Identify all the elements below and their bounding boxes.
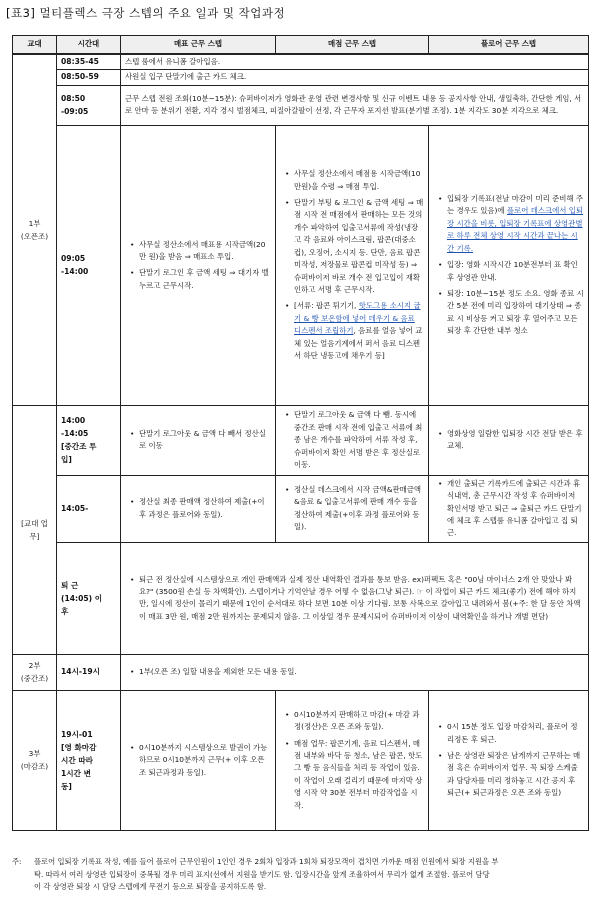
span-cell: • 1부(오픈 조) 일할 내용을 제외한 모든 내용 동일. xyxy=(121,654,589,690)
shift-cell-3: 3부 (마감조) xyxy=(13,690,57,830)
list-item: • 입장: 영화 시작시간 10분전부터 표 확인 후 상영관 안내. xyxy=(447,259,584,284)
floor-cell xyxy=(429,405,589,475)
time-cell: 19시-01 [영 화마감 시간 따라 1시간 변 동] xyxy=(57,690,121,830)
shift-cell-2: 2부 (중간조) xyxy=(13,654,57,690)
table-row xyxy=(13,405,589,475)
header-time: 시간대 xyxy=(57,36,121,55)
bullet-list xyxy=(284,484,424,534)
table-row xyxy=(13,70,589,85)
time-cell: 09:05 -14:00 xyxy=(57,125,121,405)
table-row xyxy=(13,654,589,690)
list-item: • 영화상영 일람한 입퇴장 시간 전달 받은 후 교체. xyxy=(447,428,584,453)
bullet-list xyxy=(284,409,424,471)
list-item: • 남은 상영관 퇴장은 남게까지 근무하는 매점 혹은 슈퍼바이저 업무. 꼭 퇴장 스케줄과 담당자를 미리 정하놓고 시간 공지 후 퇴근(+ 퇴근과정은 오픈 조와 동일) xyxy=(447,750,584,800)
list-item: • 단말기 로그인 후 금액 세팅 ⇒ 대기자 벨 누르고 근무시작. xyxy=(139,267,271,292)
table-title: [표3] 멀티플렉스 극장 스텝의 주요 일과 및 작업과정 xyxy=(6,6,286,20)
time-cell: 14시-19시 xyxy=(57,654,121,690)
list-item: • 사무실 정산소에서 매표용 시작금액(20만 원)을 받음 ⇒ 매표소 투입. xyxy=(139,239,271,264)
bullet-list xyxy=(129,428,271,453)
span-cell: 근무 스텝 전원 조회(10분~15분): 슈퍼바이저가 영화관 운영 관련 변경사항 및 신규 이벤트 내용 등 공지사항 안내, 생일축하, 간단한 게임, 서로 안마 등 분위기 전환, 지각 경시 벌점체크, 피질아갈팔이 선정, 각 근무자 포지션 발표(분기별 조정). 1분 지각도 30분 지각으로 체크. xyxy=(121,85,589,125)
list-item: • 단말기 로그아웃 & 금액 다 빼서 정산실로 이동 xyxy=(139,428,271,453)
header-shift: 교대 xyxy=(13,36,57,55)
bullet-list xyxy=(437,478,584,540)
time-cell: 14:00 -14:05 [중간조 투 입] xyxy=(57,405,121,475)
floor-cell xyxy=(429,475,589,542)
list-item: • 입퇴장 기록표(전날 마감이 미리 준비해 주는 경우도 있음)에 플로어 데스크에서 입퇴장 시간을 비롯, 입퇴장 기록표에 상영관별로 하루 전체 상영 시작 시간과 끝나는 시간 기록. xyxy=(447,193,584,255)
table-row xyxy=(13,54,589,70)
header-concession: 매점 근무 스텝 xyxy=(276,36,429,55)
table-row xyxy=(13,125,589,405)
ticket-cell xyxy=(121,690,276,830)
bullet-list xyxy=(129,239,271,293)
floor-cell xyxy=(429,125,589,405)
table-row xyxy=(13,85,589,125)
ticket-cell xyxy=(121,405,276,475)
list-item: • 정산실 최종 판매액 정산하여 제출(+이후 과정은 플로어와 동일). xyxy=(139,496,271,521)
list-item: • 매점 업무: 팝콘기계, 음료 디스펜서, 매점 내부와 바닥 등 청소, 남은 팝콘, 핫도그 빵 등 음식들을 처리 등 작업이 있음. 이 작업이 오래 걸리기 때문에 마지막 상영 시작 약 30분 전부터 마감작업을 시작. xyxy=(294,738,424,812)
shift-cell-1: 1부 (오픈조) xyxy=(13,54,57,405)
time-cell: 14:05- xyxy=(57,475,121,542)
list-item: • 사무실 정산소에서 매점용 시작금액(10만원)을 수령 ⇒ 매점 투입. xyxy=(294,168,424,193)
bullet-list xyxy=(437,428,584,453)
concession-cell xyxy=(276,475,429,542)
span-cell: 사원실 입구 단말기에 출근 카드 체크. xyxy=(121,70,589,85)
concession-cell xyxy=(276,125,429,405)
bullet-list xyxy=(129,496,271,521)
table-row xyxy=(13,542,589,654)
concession-cell xyxy=(276,690,429,830)
span-cell: • 퇴근 전 정산실에 시스템상으로 개인 판매액과 실제 정산 내역확인 결과를 통보 받음. ex)퍼펙트 혹은 "00님 마이너스 2개 안 맞았나 봐요?" (3500원 손실 등 차액확인). 스텝이거나 기억안날 경우 어떻 수 없음(그냥 퇴근). ☞ 이 작업이 퇴근 카드 체크(좋기) 전에 해야 하지만, 일시에 정산이 몰리기 때문에 1인이 순서대로 하다 보면 10분 이상 기다림. 보통 사복으로 갈아입고 내려와서 봄(+주: 한 달 동안 차액이 매표 3만 원, 매점 2만 원까지는 문제되지 않음. 그 이상일 경우 문제시되어 슈퍼바이저 이상이 내역확인을 하거나 개별 면담) xyxy=(121,542,589,654)
header-ticket: 매표 근무 스텝 xyxy=(121,36,276,55)
header-row xyxy=(13,36,589,55)
footnote: 주: 플로어 입퇴장 기록표 작성, 예를 들어 플로어 근무인원이 1인인 경우 2회차 입장과 1회차 퇴장모객이 겹치면 가까운 매점 인원에서 퇴장 지원을 부 탁. 따라서 여러 상영관 입퇴장이 중복될 경우 미리 표지(선에서 지원을 받기도 함. 입장시간을 앞게 조율하여서 무리가 없게 조절함. 플로어 담당 이 각 상영관 퇴장 시 담당 스텝에게 무전기 등으로 퇴장을 공지하도록 함. xyxy=(12,857,499,891)
list-item: • 단말기 부팅 & 로그인 & 금액 세팅 ⇒ 매점 시작 전 매점에서 판매하는 모든 것의 개수 파악하여 입출고서류에 작성(냉장고 각 음료와 아이스크림, 팝콘(대중소 컵), 오징어, 소시지 등. 단만, 음료 팝콘 미작성, 저장물로 팝콘컵 미작성 등) ⇒ 슈퍼바이저 바로 개수 전 입고입이 재확인하고 서명 후 근무시작. xyxy=(294,197,424,296)
footnote-mark: 주: xyxy=(12,857,22,866)
shift-cell-change: [교대 업 무] xyxy=(13,405,57,654)
bullet-list xyxy=(129,742,271,779)
concession-cell xyxy=(276,405,429,475)
ticket-cell xyxy=(121,475,276,542)
table-row xyxy=(13,475,589,542)
list-item: • [서류: 팝콘 튀기기, 핫도그용 소시지 굽기 & 빵 보온함에 넣어 데우기 & 음료 디스펜서 조립하기, 음료를 얼음 넣어 교체 있는 얼음기계에서 퍼서 음료 디스펜서 하단 냉동고에 채우기 등] xyxy=(294,300,424,362)
workflow-table xyxy=(12,35,589,831)
header-floor: 플로어 근무 스텝 xyxy=(429,36,589,55)
list-item: • 0시10분까지 시스템상으로 발권이 가능하므로 0시10분까지 근무(+ 이후 오픈 조 퇴근과정과 동일). xyxy=(139,742,271,779)
bullet-list xyxy=(284,168,424,362)
time-cell: 퇴 근 (14:05) 이 후 xyxy=(57,542,121,654)
ticket-cell xyxy=(121,125,276,405)
bullet-list xyxy=(437,721,584,799)
floor-cell xyxy=(429,690,589,830)
time-cell: 08:50 -09:05 xyxy=(57,85,121,125)
time-cell: 08:35-45 xyxy=(57,54,121,70)
list-item: • 단말기 로그아웃 & 금액 다 뺌. 동시에 중간조 판매 시작 전에 입출고 서류에 최종 남은 개수를 파악하여 서류 작성 후, 슈퍼바이저 확인 서명 받은 후 정산실로 이동. xyxy=(294,409,424,471)
list-item: • 0시 15분 정도 입장 마감처리, 플로어 정리정돈 후 퇴근. xyxy=(447,721,584,746)
bullet-list xyxy=(437,193,584,337)
bullet-list xyxy=(284,709,424,812)
list-item: • 0시10분까지 판매하고 마감(+ 마감 과정(정산)은 오픈 조와 동일). xyxy=(294,709,424,734)
list-item: • 개인 출퇴근 기록카드에 출퇴근 시간과 휴식내역, 총 근무시간 작성 후 슈퍼바이저 확인서명 받고 퇴근 ⇒ 출퇴근 카드 단말기에 체크 후 스텝룸 유니폼 갈아입고 집 퇴근. xyxy=(447,478,584,540)
list-item: • 퇴장: 10분~15분 정도 소요. 영화 종료 시간 5분 전에 미리 입장하여 대기상태 ⇒ 종료 시 비상등 켜고 퇴장 후 열어주고 모든 퇴장 후 간단한 내부 청소 xyxy=(447,288,584,338)
span-cell: 스텝 룸에서 유니폼 갈아입음. xyxy=(121,54,589,70)
time-cell: 08:50-59 xyxy=(57,70,121,85)
list-item: • 정산실 데스크에서 시작 금액&판매금액 &음료 & 입출고서류에 판매 개수 등을 정산하여 제출(+이후 과정 플로어와 동일). xyxy=(294,484,424,534)
table-row xyxy=(13,690,589,830)
